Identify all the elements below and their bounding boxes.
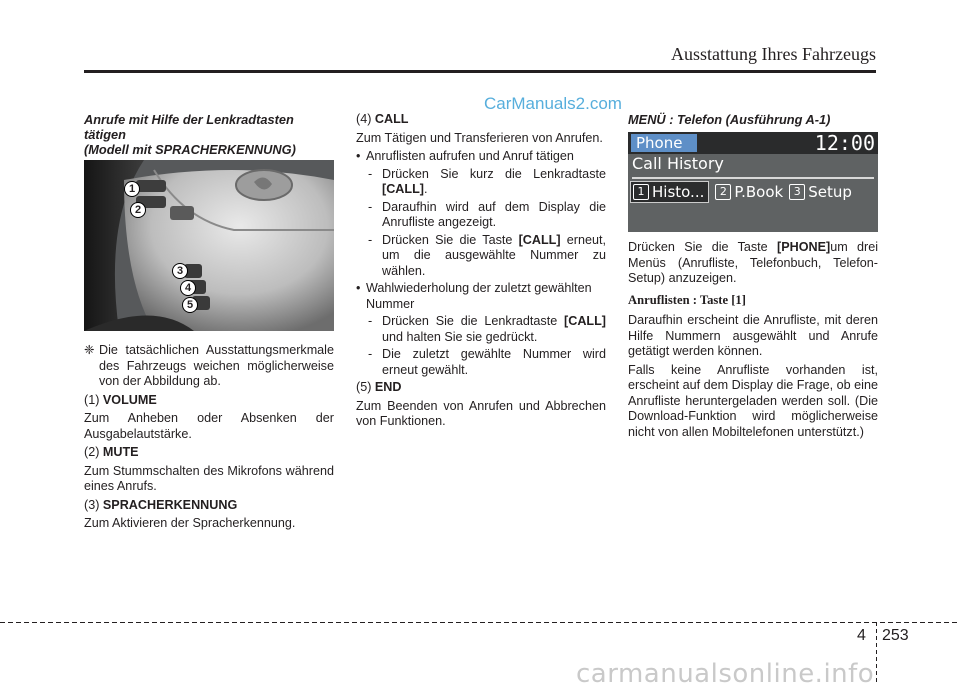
- chapter-number: 4: [857, 627, 866, 644]
- menu-item-phonebook: 2 P.Book: [713, 181, 783, 203]
- phone-tab: Phone: [631, 134, 697, 152]
- list-item: - Drücken Sie die Taste [CALL] erneut, um die ausgewählte Nummer zu wählen.: [368, 232, 607, 278]
- screen-divider: [632, 177, 874, 179]
- item-2-heading: (2) MUTE: [84, 445, 139, 459]
- list-item: - Daraufhin wird auf dem Display die Anrufliste angezeigt.: [368, 199, 606, 229]
- note: [84, 343, 334, 390]
- callout-2: 2: [130, 202, 146, 218]
- note-icon: ❈: [84, 343, 95, 357]
- header-rule: [84, 70, 876, 73]
- callout-4: 4: [180, 280, 196, 296]
- no-list-paragraph: Falls keine Anrufliste vorhanden ist, erscheint auf dem Display die Frage, ob eine Anrufliste heruntergeladen werden soll. (Die Download-Funktion wird möglicherweise nicht von allen Mobiltelefonen unterstützt.): [628, 362, 878, 439]
- menu-item-history: 1 Histo...: [630, 181, 709, 203]
- screen-title: Call History: [632, 154, 724, 173]
- page-divider: [876, 622, 877, 684]
- list-item: • Wahlwiederholung der zuletzt gewählten Nummer: [356, 281, 592, 311]
- callout-1: 1: [124, 181, 140, 197]
- column-3-body: [628, 240, 878, 443]
- list-item: • Anruflisten aufrufen und Anruf tätigen: [356, 149, 574, 163]
- column-1-body: [84, 343, 334, 535]
- column-3: [628, 112, 878, 133]
- item-3-heading: (3) SPRACHERKENNUNG: [84, 497, 238, 512]
- item-1-text: Zum Anheben oder Absenken der Ausgabelautstärke.: [84, 411, 334, 441]
- clock: 12:00: [814, 132, 875, 155]
- steering-wheel-illustration: [84, 160, 334, 331]
- column-1: [84, 112, 334, 163]
- call-list-paragraph: Daraufhin erscheint die Anrufliste, mit deren Hilfe Nummern ausgewählt und Anrufe getätigt werden können.: [628, 313, 878, 358]
- header-title: Ausstattung Ihres Fahrzeugs: [671, 44, 876, 64]
- item-3-text: Zum Aktivieren der Spracherkennung.: [84, 516, 296, 530]
- item-5-text: Zum Beenden von Anrufen und Abbrechen von Funktionen.: [356, 398, 606, 428]
- page-number: 253: [882, 627, 909, 644]
- column-2: [356, 112, 606, 433]
- menu-item-setup: 3 Setup: [787, 181, 852, 203]
- subheading: Anruflisten : Taste [1]: [628, 292, 746, 307]
- list-item: - Drücken Sie die Lenkradtaste [CALL] und halten Sie sie gedrückt.: [368, 314, 606, 344]
- item-4-text: Zum Tätigen und Transferieren von Anrufen.: [356, 130, 603, 145]
- watermark-top: CarManuals2.com: [484, 94, 622, 113]
- list-item: - Drücken Sie kurz die Lenkradtaste [CALL].: [368, 166, 606, 196]
- item-1-heading: (1) VOLUME: [84, 392, 157, 407]
- callout-5: 5: [182, 297, 198, 313]
- watermark-bottom: carmanualsonline.info: [576, 659, 875, 689]
- phone-screen: [628, 132, 878, 232]
- list-item: - Die zuletzt gewählte Nummer wird erneut gewählt.: [368, 347, 606, 377]
- note-text: Die tatsächlichen Ausstattungsmerkmale des Fahrzeugs weichen möglicherweise von der Abbildung ab.: [99, 343, 334, 388]
- item-4-heading: (4) CALL: [356, 112, 409, 126]
- screen-menu: [630, 181, 876, 203]
- steering-wheel-image: [84, 160, 334, 331]
- section-heading: Anrufe mit Hilfe der Lenkradtasten tätigen (Modell mit SPRACHERKENNUNG): [84, 112, 296, 157]
- menu-heading: MENÜ : Telefon (Ausführung A-1): [628, 112, 831, 127]
- footer-rule: [0, 622, 960, 623]
- item-5-heading: (5) END: [356, 380, 402, 394]
- item-2-text: Zum Stummschalten des Mikrofons während eines Anrufs.: [84, 463, 334, 493]
- callout-3: 3: [172, 263, 188, 279]
- phone-paragraph: Drücken Sie die Taste [PHONE]um drei Menüs (Anrufliste, Telefonbuch, Telefon-Setup) anzuzeigen.: [628, 240, 879, 285]
